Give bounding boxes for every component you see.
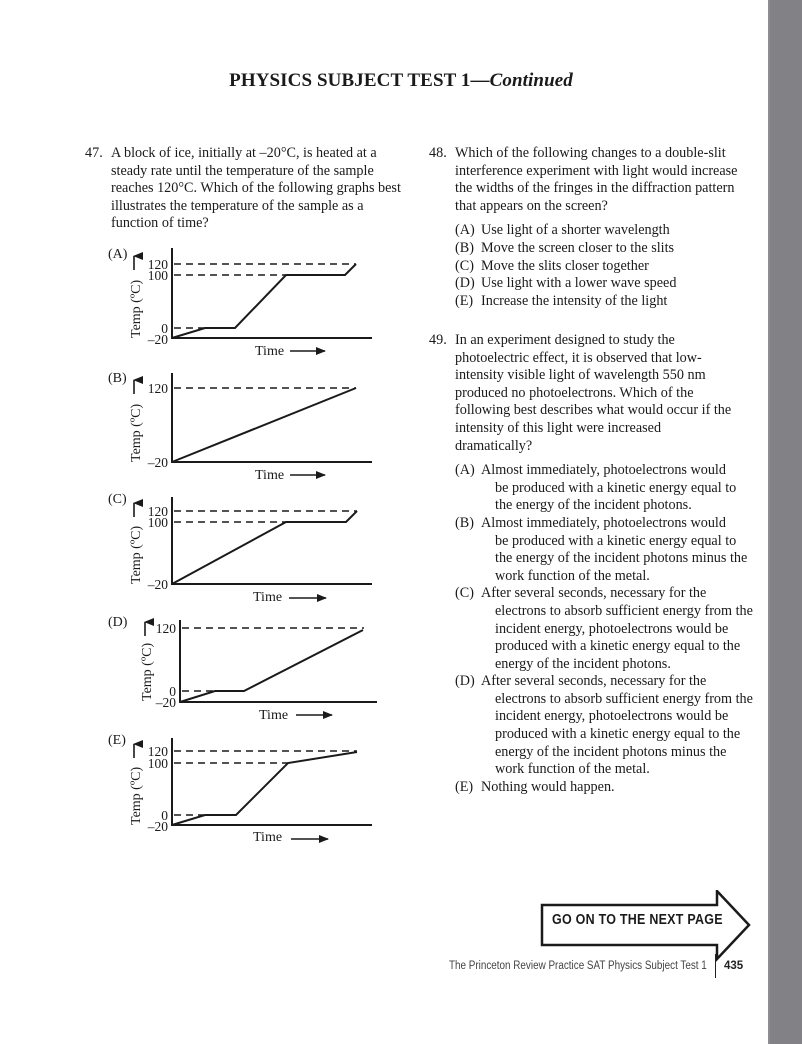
- y-axis-label: Temp (ºC): [129, 279, 144, 338]
- choice-c: [455, 258, 749, 276]
- tick-neg20: –20: [147, 455, 168, 470]
- y-axis-label: Temp (ºC): [129, 525, 144, 584]
- tick-0: 0: [169, 684, 176, 699]
- footer-text: The Princeton Review Practice SAT Physics Subject Test 1: [449, 960, 707, 972]
- tick-100: 100: [147, 268, 168, 283]
- tick-120: 120: [147, 381, 168, 396]
- choice-label: (D): [455, 673, 475, 690]
- x-axis-label: Time: [255, 468, 285, 483]
- tick-neg20: –20: [147, 577, 168, 592]
- tick-100: 100: [147, 515, 168, 530]
- answer-choices: [455, 462, 755, 796]
- y-axis-label: Temp (ºC): [129, 403, 144, 462]
- x-axis-label: Time: [255, 344, 285, 359]
- graph-label: (C): [108, 492, 127, 507]
- choice-label: (D): [455, 275, 475, 292]
- graph-label: (A): [108, 247, 128, 262]
- question-stem: Which of the following changes to a double-slit interference experiment with light would increase the widths of the fringes in the diffraction pattern that appears on the screen?: [455, 145, 738, 214]
- graph-d: [108, 615, 377, 723]
- question-stem: In an experiment designed to study the photoelectric effect, it is observed that low-intensity visible light of wavelength 550 nm produced no photoelectrons. Which of the following best describes what would occur if the intensity of this light were increased dramatically?: [455, 332, 732, 454]
- question-number: 48.: [429, 145, 447, 161]
- title-dash: —: [470, 70, 490, 91]
- question-49: [429, 332, 759, 796]
- question-stem: A block of ice, initially at –20°C, is heated at a steady rate until the temperature of the sample reaches 120°C. Which of the following graphs best illustrates the temperature of the sample as a function of time?: [111, 145, 401, 232]
- choice-a: [455, 222, 749, 240]
- choice-text-first: After several seconds, necessary for the: [481, 585, 707, 602]
- choice-text: Increase the intensity of the light: [481, 292, 668, 309]
- y-axis-label: Temp (ºC): [129, 766, 144, 825]
- question-number: 49.: [429, 332, 447, 348]
- question-number: 47.: [85, 145, 103, 161]
- choice-text: Move the slits closer together: [481, 257, 649, 274]
- choice-label: (B): [455, 514, 474, 531]
- choice-text-first: Almost immediately, photoelectrons would: [481, 514, 726, 531]
- choice-label: (E): [455, 778, 474, 795]
- y-axis-label: Temp (ºC): [140, 642, 155, 701]
- x-axis-label: Time: [259, 708, 289, 723]
- choice-b: [455, 240, 749, 258]
- answer-choices: [455, 222, 749, 310]
- question-48: [429, 145, 749, 310]
- graph-label: (B): [108, 371, 127, 386]
- choice-label: (C): [455, 257, 474, 274]
- tick-120: 120: [155, 621, 176, 636]
- graph-e: [108, 733, 372, 845]
- page-edge-bar: [768, 0, 802, 1044]
- footer-divider: [715, 954, 716, 978]
- tick-neg20: –20: [147, 332, 168, 347]
- title-continued: Continued: [489, 70, 573, 91]
- tick-neg20: –20: [155, 695, 176, 710]
- choice-c: [455, 585, 755, 673]
- choice-text-rest: electrons to absorb sufficient energy from the incident energy, photoelectrons would be produced with a kinetic energy equal to the energy of the incident photons minus the work function of the metal.: [495, 690, 753, 778]
- choice-label: (E): [455, 292, 474, 309]
- choice-text-first: Nothing would happen.: [481, 778, 615, 795]
- tick-120: 120: [147, 744, 168, 759]
- tick-0: 0: [161, 808, 168, 823]
- choice-label: (A): [455, 462, 475, 479]
- next-page-label: GO ON TO THE NEXT PAGE: [552, 912, 723, 928]
- choice-e: [455, 293, 749, 311]
- title-main: PHYSICS SUBJECT TEST 1: [229, 70, 471, 91]
- x-axis-label: Time: [253, 830, 283, 845]
- graph-c: [108, 492, 372, 605]
- choice-text-rest: be produced with a kinetic energy equal to the energy of the incident photons minus the work function of the metal.: [495, 532, 748, 584]
- graph-label: (D): [108, 615, 128, 630]
- tick-120: 120: [147, 257, 168, 272]
- page-number: 435: [724, 960, 744, 972]
- choice-a: [455, 462, 755, 515]
- choice-text: Move the screen closer to the slits: [481, 239, 675, 256]
- tick-120: 120: [147, 504, 168, 519]
- choice-d: [455, 673, 755, 779]
- answer-graphs: [0, 0, 420, 870]
- tick-neg20: –20: [147, 819, 168, 834]
- choice-b: [455, 515, 755, 585]
- choice-e: [455, 779, 755, 797]
- choice-text: Use light with a lower wave speed: [481, 275, 677, 292]
- choice-text-first: Almost immediately, photoelectrons would: [481, 462, 726, 479]
- choice-d: [455, 275, 749, 293]
- graph-b: [108, 371, 372, 483]
- choice-text-first: After several seconds, necessary for the: [481, 673, 707, 690]
- choice-label: (B): [455, 239, 474, 256]
- choice-label: (C): [455, 585, 474, 602]
- tick-0: 0: [161, 321, 168, 336]
- choice-text-rest: electrons to absorb sufficient energy from the incident energy, photoelectrons would be produced with a kinetic energy equal to the energy of the incident photons.: [495, 602, 753, 672]
- choice-text: Use light of a shorter wavelength: [481, 222, 670, 239]
- x-axis-label: Time: [253, 590, 283, 605]
- choice-label: (A): [455, 222, 475, 239]
- tick-100: 100: [147, 756, 168, 771]
- choice-text-rest: be produced with a kinetic energy equal to the energy of the incident photons.: [495, 479, 737, 514]
- graph-label: (E): [108, 733, 126, 748]
- graph-a: [108, 247, 372, 359]
